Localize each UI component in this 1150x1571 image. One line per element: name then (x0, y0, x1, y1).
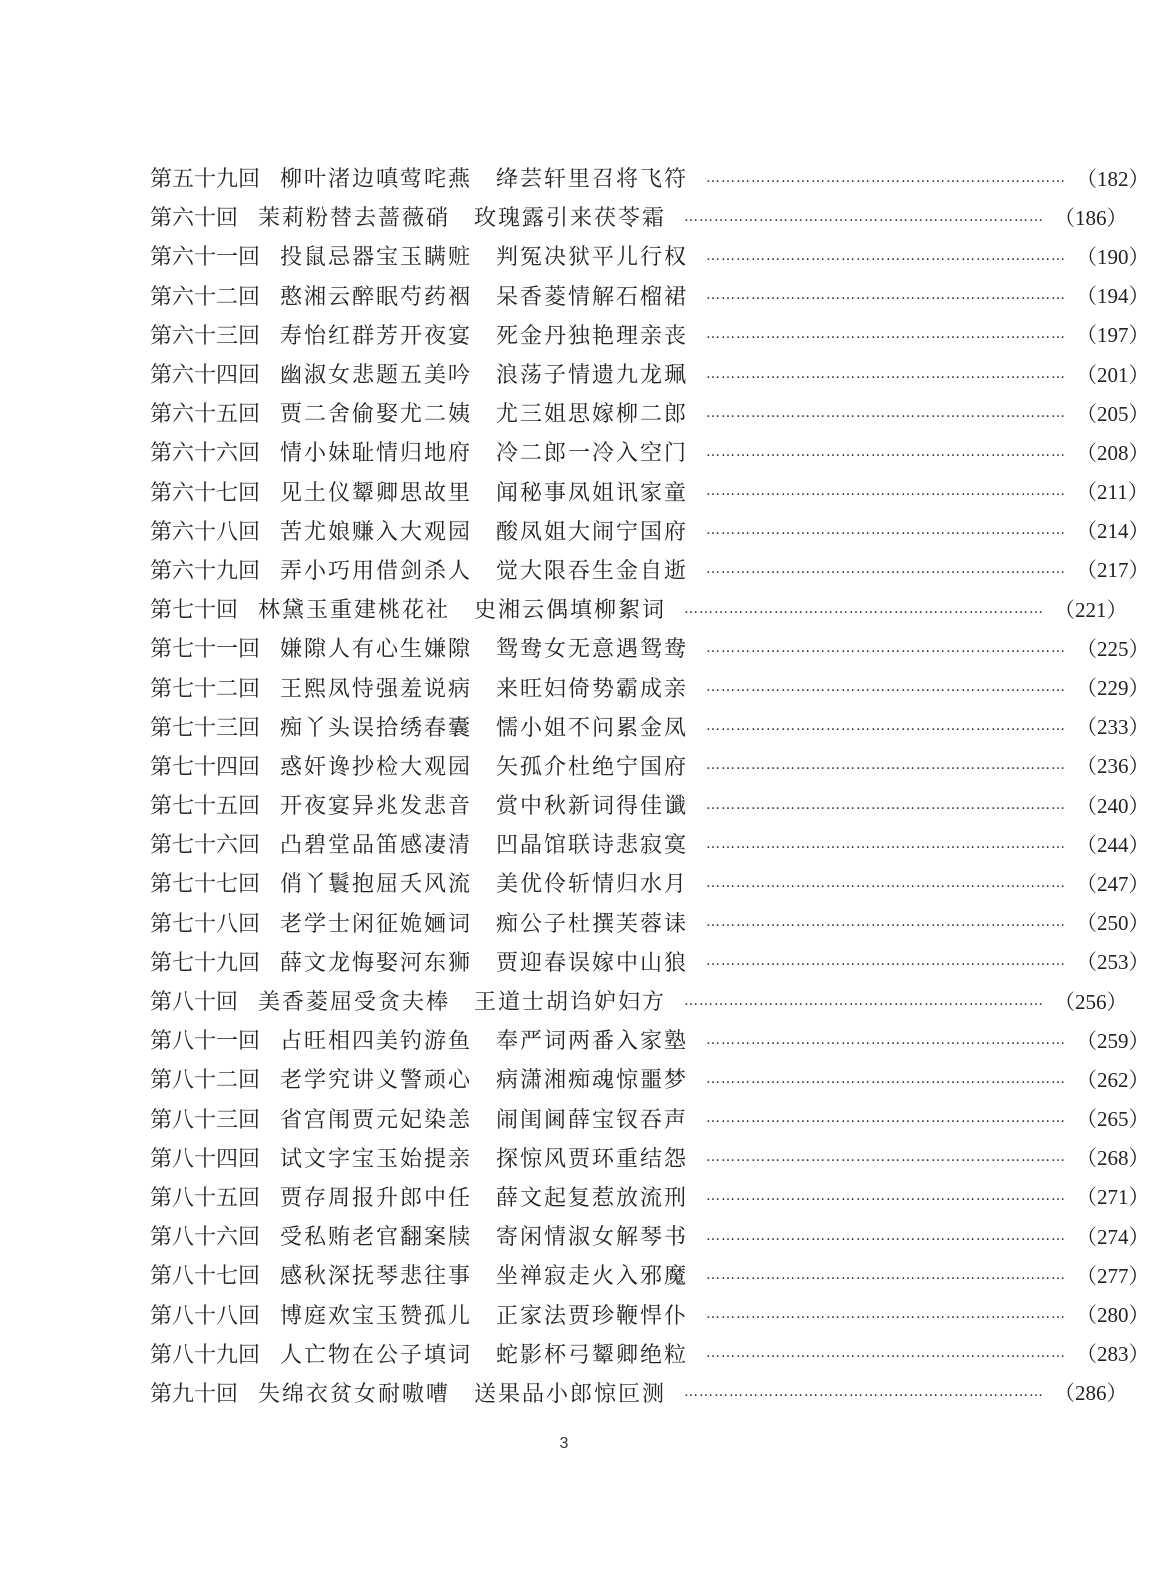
chapter-number: 第五十九回 (150, 167, 261, 193)
toc-entry (150, 550, 1150, 589)
chapter-number: 第八十六回 (150, 1225, 261, 1251)
dot-leader: ……………………………………………………………… (706, 443, 1067, 460)
dot-leader: ……………………………………………………………… (706, 953, 1067, 970)
toc-entry (150, 472, 1149, 511)
dot-leader: ……………………………………………………………… (706, 1266, 1067, 1283)
page-reference: （208） (1076, 440, 1150, 465)
chapter-number: 第六十六回 (150, 441, 261, 467)
page-reference: （211） (1076, 480, 1149, 505)
dot-leader: ……………………………………………………………… (706, 796, 1067, 813)
page-reference: （194） (1076, 284, 1150, 309)
chapter-title-first-line: 弄小巧用借剑杀人 (280, 558, 473, 584)
chapter-title-first-line: 见土仪颦卿思故里 (280, 480, 473, 506)
chapter-title-first-line: 贾存周报升郎中任 (280, 1185, 473, 1211)
toc-entry (150, 1059, 1150, 1098)
page-reference: （201） (1076, 362, 1150, 387)
toc-entry (150, 667, 1150, 706)
chapter-title-second-line: 鸳鸯女无意遇鸳鸯 (496, 637, 689, 663)
dot-leader: ……………………………………………………………… (706, 404, 1067, 421)
chapter-title-second-line: 尤三姐思嫁柳二郎 (496, 402, 689, 428)
toc-entry (150, 746, 1150, 785)
chapter-title-first-line: 薛文龙悔娶河东狮 (280, 950, 473, 976)
page-reference: （259） (1076, 1028, 1150, 1053)
toc-entry (150, 785, 1150, 824)
dot-leader: ……………………………………………………………… (684, 208, 1045, 225)
page-reference: （262） (1076, 1067, 1150, 1092)
page-reference: （247） (1076, 871, 1150, 896)
chapter-title-first-line: 投鼠忌器宝玉瞒赃 (280, 245, 473, 271)
chapter-number: 第七十九回 (150, 950, 261, 976)
chapter-title-second-line: 闻秘事凤姐讯家童 (496, 480, 689, 506)
chapter-title-second-line: 闹闺阃薛宝钗吞声 (496, 1107, 689, 1133)
dot-leader: ……………………………………………………………… (684, 600, 1045, 617)
chapter-number: 第七十六回 (150, 833, 261, 859)
chapter-title-second-line: 王道士胡诌妒妇方 (474, 990, 667, 1016)
chapter-title-first-line: 苦尤娘赚入大观园 (280, 519, 473, 545)
chapter-title-second-line: 贾迎春误嫁中山狼 (496, 950, 689, 976)
toc-entry (150, 511, 1150, 550)
dot-leader: ……………………………………………………………… (706, 169, 1067, 186)
chapter-title-first-line: 寿怡红群芳开夜宴 (280, 323, 473, 349)
chapter-number: 第六十回 (150, 206, 239, 232)
dot-leader: ……………………………………………………………… (706, 1345, 1067, 1362)
chapter-number: 第八十八回 (150, 1303, 261, 1329)
dot-leader: ……………………………………………………………… (706, 639, 1067, 656)
page-reference: （182） (1076, 166, 1150, 191)
dot-leader: ……………………………………………………………… (706, 1110, 1067, 1127)
chapter-title-second-line: 冷二郎一冷入空门 (496, 441, 689, 467)
chapter-number: 第七十二回 (150, 676, 261, 702)
chapter-title-first-line: 省宫闱贾元妃染恙 (280, 1107, 473, 1133)
chapter-number: 第六十七回 (150, 480, 261, 506)
dot-leader: ……………………………………………………………… (706, 679, 1067, 696)
table-of-contents (150, 158, 1150, 1412)
page-reference: （274） (1076, 1224, 1150, 1249)
chapter-title-second-line: 浪荡子情遗九龙珮 (496, 363, 689, 389)
toc-entry (150, 1177, 1150, 1216)
chapter-number: 第八十二回 (150, 1068, 261, 1094)
page-reference: （277） (1076, 1263, 1150, 1288)
toc-entry (150, 1255, 1150, 1294)
chapter-title-first-line: 惑奸谗抄检大观园 (280, 754, 473, 780)
dot-leader: ……………………………………………………………… (706, 287, 1067, 304)
page-reference: （197） (1076, 323, 1150, 348)
chapter-number: 第八十九回 (150, 1342, 261, 1368)
chapter-title-second-line: 觉大限吞生金自逝 (496, 558, 689, 584)
chapter-number: 第七十三回 (150, 715, 261, 741)
chapter-number: 第七十五回 (150, 794, 261, 820)
chapter-title-first-line: 幽淑女悲题五美吟 (280, 363, 473, 389)
chapter-title-second-line: 薛文起复惹放流刑 (496, 1185, 689, 1211)
chapter-number: 第六十八回 (150, 519, 261, 545)
dot-leader: ……………………………………………………………… (706, 561, 1067, 578)
dot-leader: ……………………………………………………………… (706, 835, 1067, 852)
page-reference: （268） (1076, 1146, 1150, 1171)
page-reference: （217） (1076, 558, 1150, 583)
toc-entry (150, 315, 1150, 354)
toc-entry (150, 276, 1150, 315)
chapter-title-first-line: 贾二舍偷娶尤二姨 (280, 402, 473, 428)
toc-entry (150, 158, 1150, 197)
dot-leader: ……………………………………………………………… (706, 483, 1067, 500)
toc-entry (150, 393, 1150, 432)
chapter-number: 第六十九回 (150, 558, 261, 584)
chapter-title-first-line: 占旺相四美钓游鱼 (280, 1029, 473, 1055)
chapter-title-first-line: 人亡物在公子填词 (280, 1342, 473, 1368)
chapter-number: 第八十三回 (150, 1107, 261, 1133)
dot-leader: ……………………………………………………………… (706, 718, 1067, 735)
chapter-title-second-line: 正家法贾珍鞭悍仆 (496, 1303, 689, 1329)
toc-entry (150, 707, 1150, 746)
chapter-title-first-line: 情小妹耻情归地府 (280, 441, 473, 467)
chapter-title-first-line: 痴丫头误拾绣春囊 (280, 715, 473, 741)
chapter-title-second-line: 坐禅寂走火入邪魔 (496, 1264, 689, 1290)
chapter-title-first-line: 开夜宴异兆发悲音 (280, 794, 473, 820)
chapter-title-second-line: 懦小姐不问累金凤 (496, 715, 689, 741)
chapter-title-second-line: 赏中秋新词得佳谶 (496, 794, 689, 820)
chapter-number: 第七十四回 (150, 754, 261, 780)
chapter-number: 第六十四回 (150, 363, 261, 389)
toc-entry (150, 1373, 1128, 1412)
dot-leader: ……………………………………………………………… (706, 1188, 1067, 1205)
dot-leader: ……………………………………………………………… (706, 757, 1067, 774)
chapter-title-first-line: 王熙凤恃强羞说病 (280, 676, 473, 702)
page-reference: （233） (1076, 715, 1150, 740)
toc-entry (150, 628, 1150, 667)
page-reference: （271） (1076, 1185, 1150, 1210)
chapter-title-first-line: 美香菱屈受贪夫棒 (258, 990, 451, 1016)
dot-leader: ……………………………………………………………… (706, 1031, 1067, 1048)
toc-entry (150, 942, 1150, 981)
toc-entry (150, 1334, 1150, 1373)
page-reference: （280） (1076, 1303, 1150, 1328)
dot-leader: ……………………………………………………………… (706, 874, 1067, 891)
chapter-title-first-line: 柳叶渚边嗔莺咤燕 (280, 167, 473, 193)
page-reference: （229） (1076, 676, 1150, 701)
chapter-title-second-line: 病潇湘痴魂惊噩梦 (496, 1068, 689, 1094)
page-reference: （221） (1054, 597, 1128, 622)
chapter-number: 第八十一回 (150, 1029, 261, 1055)
dot-leader: ……………………………………………………………… (684, 1384, 1045, 1401)
chapter-number: 第八十四回 (150, 1146, 261, 1172)
dot-leader: ……………………………………………………………… (706, 522, 1067, 539)
page-reference: （205） (1076, 401, 1150, 426)
toc-entry (150, 863, 1150, 902)
chapter-title-first-line: 俏丫鬟抱屈夭风流 (280, 872, 473, 898)
chapter-number: 第七十七回 (150, 872, 261, 898)
chapter-title-first-line: 试文字宝玉始提亲 (280, 1146, 473, 1172)
chapter-title-second-line: 寄闲情淑女解琴书 (496, 1225, 689, 1251)
chapter-title-first-line: 凸碧堂品笛感凄清 (280, 833, 473, 859)
chapter-title-second-line: 呆香菱情解石榴裙 (496, 284, 689, 310)
chapter-title-first-line: 博庭欢宝玉赞孤儿 (280, 1303, 473, 1329)
chapter-title-second-line: 史湘云偶填柳絮词 (474, 598, 667, 624)
chapter-number: 第六十五回 (150, 402, 261, 428)
dot-leader: ……………………………………………………………… (706, 1149, 1067, 1166)
chapter-number: 第七十八回 (150, 911, 261, 937)
dot-leader: ……………………………………………………………… (706, 365, 1067, 382)
dot-leader: ……………………………………………………………… (706, 326, 1067, 343)
toc-entry (150, 981, 1128, 1020)
toc-entry (150, 903, 1150, 942)
toc-entry (150, 824, 1150, 863)
chapter-number: 第七十一回 (150, 637, 261, 663)
chapter-number: 第七十回 (150, 598, 239, 624)
toc-entry (150, 236, 1150, 275)
page-reference: （283） (1076, 1342, 1150, 1367)
chapter-title-first-line: 失绵衣贫女耐嗷嘈 (258, 1381, 451, 1407)
chapter-title-second-line: 送果品小郎惊叵测 (474, 1381, 667, 1407)
chapter-title-second-line: 酸凤姐大闹宁国府 (496, 519, 689, 545)
chapter-number: 第八十五回 (150, 1185, 261, 1211)
chapter-title-first-line: 老学究讲义警顽心 (280, 1068, 473, 1094)
chapter-number: 第九十回 (150, 1381, 239, 1407)
chapter-title-second-line: 探惊风贾环重结怨 (496, 1146, 689, 1172)
chapter-title-second-line: 矢孤介杜绝宁国府 (496, 754, 689, 780)
chapter-title-second-line: 痴公子杜撰芙蓉诔 (496, 911, 689, 937)
chapter-title-second-line: 玫瑰露引来茯苓霜 (474, 206, 667, 232)
dot-leader: ……………………………………………………………… (706, 914, 1067, 931)
chapter-title-second-line: 死金丹独艳理亲丧 (496, 323, 689, 349)
page-reference: （244） (1076, 832, 1150, 857)
toc-entry (150, 354, 1150, 393)
page-reference: （250） (1076, 911, 1150, 936)
page-number: 3 (559, 1435, 569, 1452)
chapter-title-second-line: 凹晶馆联诗悲寂寞 (496, 833, 689, 859)
page-reference: （256） (1054, 989, 1128, 1014)
dot-leader: ……………………………………………………………… (706, 1227, 1067, 1244)
toc-entry (150, 1294, 1150, 1333)
chapter-number: 第八十七回 (150, 1264, 261, 1290)
chapter-title-second-line: 绛芸轩里召将飞符 (496, 167, 689, 193)
chapter-title-first-line: 憨湘云醉眠芍药裀 (280, 284, 473, 310)
page-reference: （236） (1076, 754, 1150, 779)
toc-entry (150, 197, 1128, 236)
chapter-title-second-line: 奉严词两番入家塾 (496, 1029, 689, 1055)
dot-leader: ……………………………………………………………… (706, 1306, 1067, 1323)
chapter-title-first-line: 感秋深抚琴悲往事 (280, 1264, 473, 1290)
chapter-title-first-line: 林黛玉重建桃花社 (258, 598, 451, 624)
chapter-number: 第六十二回 (150, 284, 261, 310)
toc-entry (150, 1020, 1150, 1059)
chapter-title-first-line: 嫌隙人有心生嫌隙 (280, 637, 473, 663)
chapter-title-second-line: 美优伶斩情归水月 (496, 872, 689, 898)
page-reference: （253） (1076, 950, 1150, 975)
toc-entry (150, 1099, 1150, 1138)
page-reference: （190） (1076, 244, 1150, 269)
page-reference: （286） (1054, 1381, 1128, 1406)
chapter-number: 第六十三回 (150, 323, 261, 349)
page-reference: （214） (1076, 519, 1150, 544)
page-reference: （186） (1054, 205, 1128, 230)
chapter-title-first-line: 受私贿老官翻案牍 (280, 1225, 473, 1251)
page-reference: （265） (1076, 1107, 1150, 1132)
toc-entry (150, 589, 1128, 628)
chapter-title-second-line: 来旺妇倚势霸成亲 (496, 676, 689, 702)
chapter-title-first-line: 老学士闲征姽婳词 (280, 911, 473, 937)
page-reference: （240） (1076, 793, 1150, 818)
toc-entry (150, 1138, 1150, 1177)
toc-entry (150, 1216, 1150, 1255)
chapter-number: 第六十一回 (150, 245, 261, 271)
chapter-title-second-line: 蛇影杯弓颦卿绝粒 (496, 1342, 689, 1368)
chapter-title-first-line: 茉莉粉替去蔷薇硝 (258, 206, 451, 232)
dot-leader: ……………………………………………………………… (706, 1070, 1067, 1087)
chapter-title-second-line: 判冤决狱平儿行权 (496, 245, 689, 271)
page-reference: （225） (1076, 636, 1150, 661)
dot-leader: ……………………………………………………………… (684, 992, 1045, 1009)
dot-leader: ……………………………………………………………… (706, 247, 1067, 264)
toc-entry (150, 432, 1150, 471)
chapter-number: 第八十回 (150, 990, 239, 1016)
